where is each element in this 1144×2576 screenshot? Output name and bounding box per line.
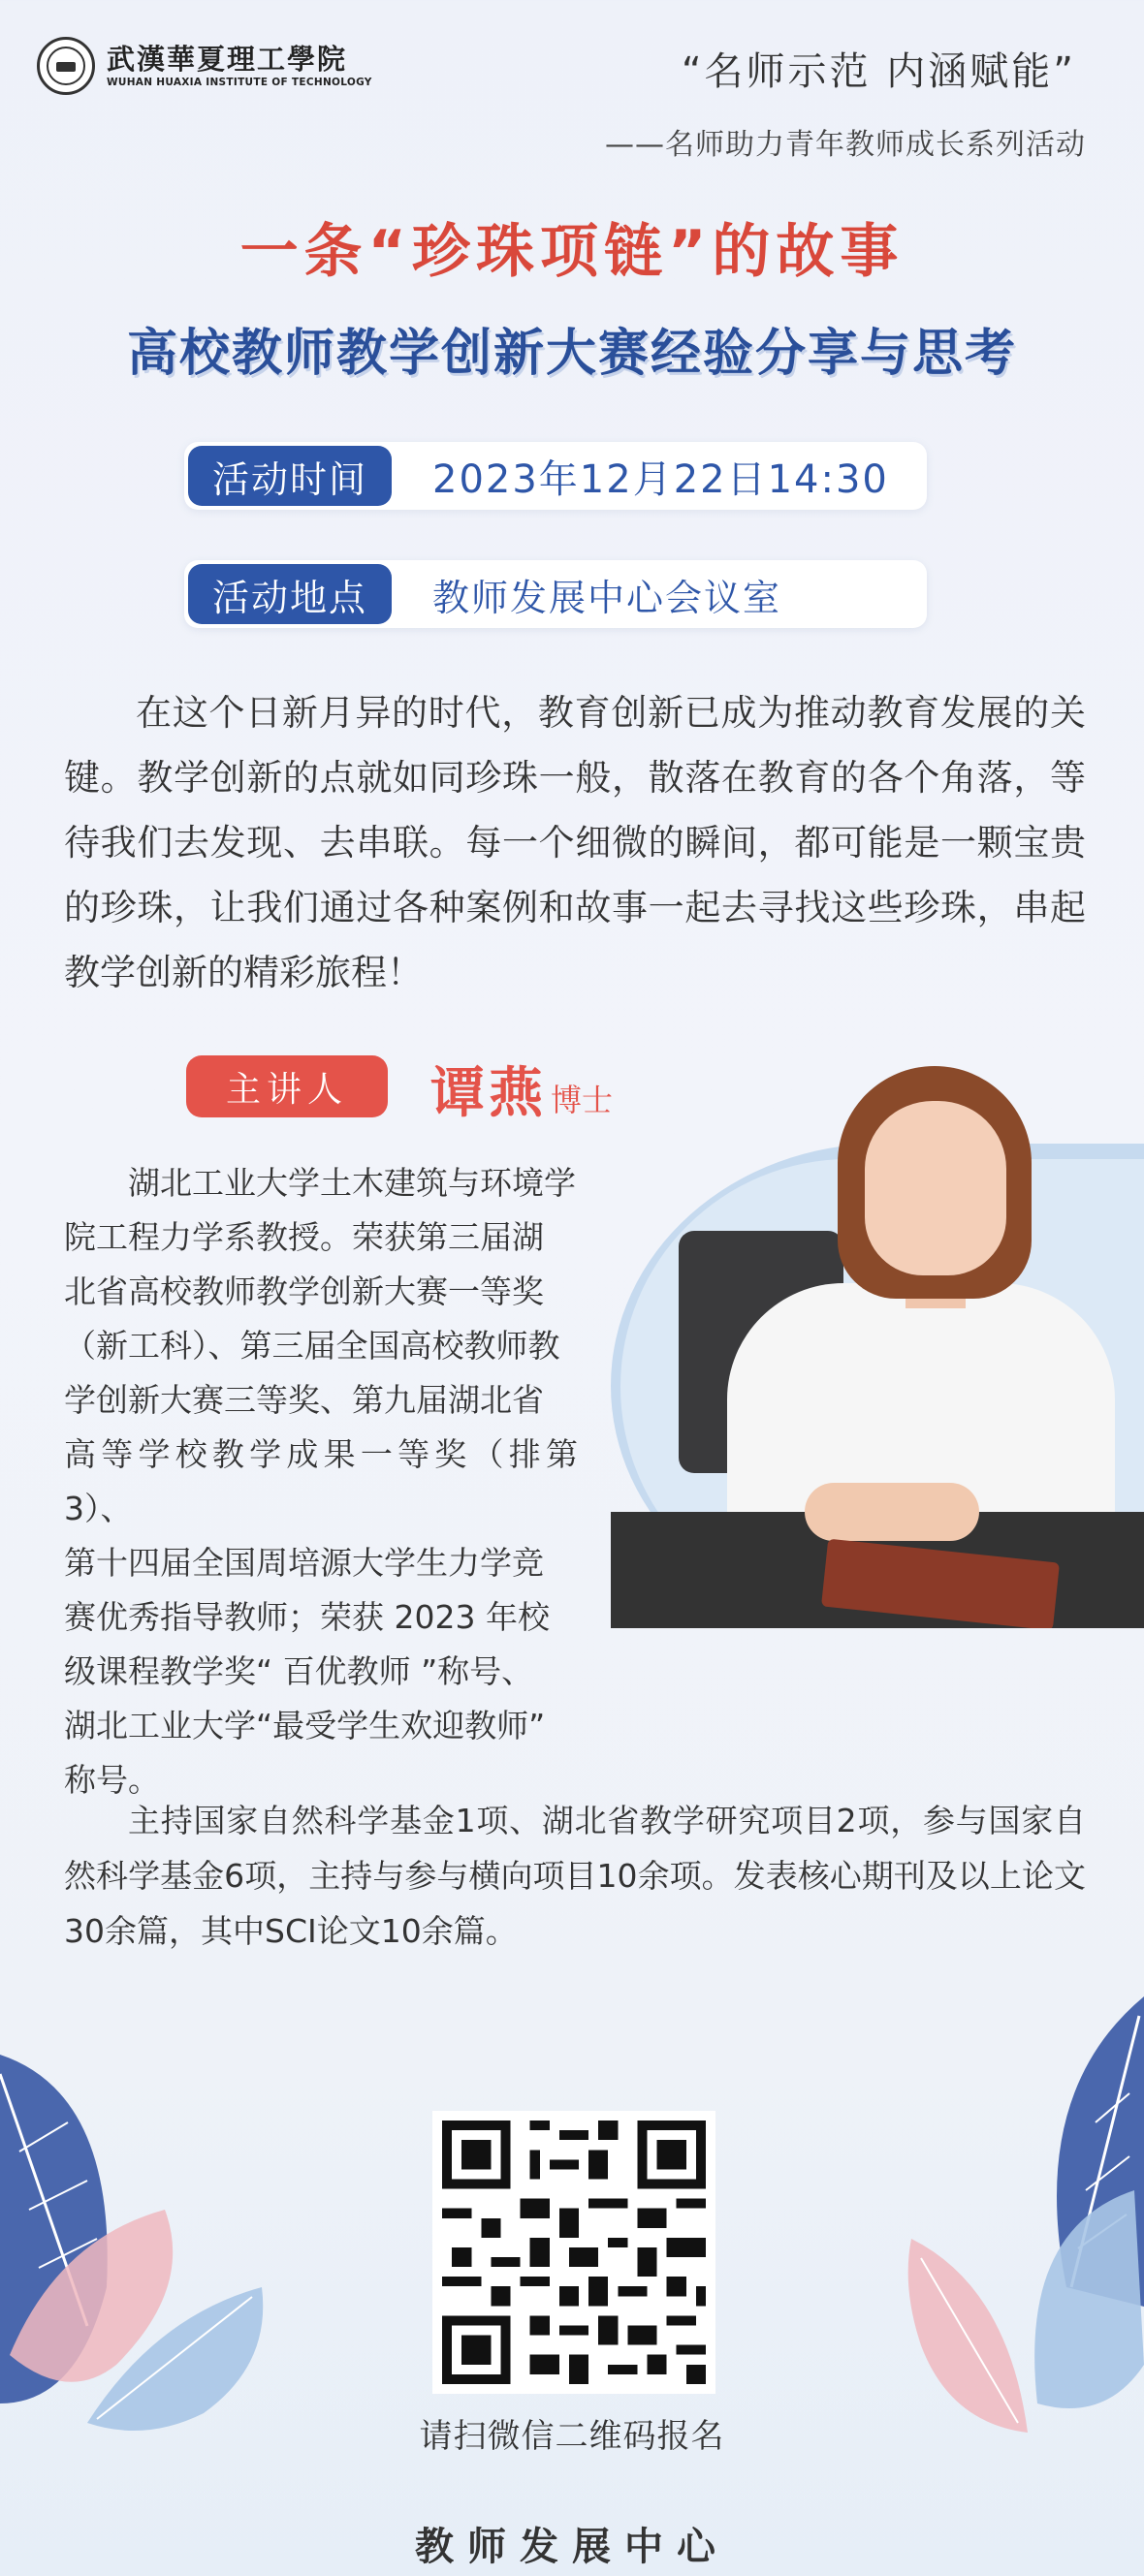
bio-line: 级课程教学奖“ 百优教师 ”称号、 — [64, 1652, 534, 1690]
bio-line: （新工科）、第三届全国高校教师教 — [64, 1327, 560, 1365]
time-value: 2023年12月22日14:30 — [432, 456, 889, 502]
intro-text: 在这个日新月异的时代，教育创新已成为推动教育发展的关键。教学创新的点就如同珍珠一般，散落在教育的各个角落，等待我们去发现、去串联。每一个细微的瞬间，都可能是一颗宝贵的珍珠，让我们通过各种案例和故事一起去寻找这些珍珠，串起教学创新的精彩旅程！ — [64, 692, 1086, 993]
bio-line: 高等学校教学成果一等奖（排第3）、 — [64, 1435, 578, 1527]
research-text: 主持国家自然科学基金1项、湖北省教学研究项目2项，参与国家自然科学基金6项，主持与参与横向项目10余项。发表核心期刊及以上论文30余篇，其中SCI论文10余篇。 — [64, 1802, 1086, 1950]
bio-line: 称号。 — [64, 1761, 160, 1799]
place-value: 教师发展中心会议室 — [432, 576, 782, 619]
speaker-research — [64, 1793, 1086, 1959]
speaker-photo — [611, 1066, 1144, 1628]
footer-organizer: 教师发展中心 — [415, 2525, 729, 2569]
qr-code-icon[interactable] — [432, 2111, 715, 2394]
leaf-left-decoration — [0, 2035, 291, 2442]
main-title: 一条“珍珠项链”的故事 — [239, 218, 905, 286]
school-logo — [37, 37, 372, 95]
leaf-right-decoration — [873, 1977, 1144, 2462]
school-seal-icon — [37, 37, 95, 95]
bio-line: 北省高校教师教学创新大赛一等奖 — [64, 1272, 544, 1310]
bio-line: 赛优秀指导教师；荣获 2023 年校 — [64, 1598, 550, 1636]
bio-line: 院工程力学系教授。荣获第三届湖 — [64, 1218, 544, 1256]
bio-line: 湖北工业大学土木建筑与环境学 — [128, 1164, 576, 1202]
school-name-cn: 武漢華夏理工學院 — [107, 43, 348, 76]
school-name-en: WUHAN HUAXIA INSTITUTE OF TECHNOLOGY — [107, 77, 372, 88]
series-subtitle: ——名师助力青年教师成长系列活动 — [605, 128, 1086, 162]
time-label: 活动时间 — [188, 446, 392, 506]
bio-line: 学创新大赛三等奖、第九届湖北省 — [64, 1381, 544, 1419]
speaker-degree: 博士 — [551, 1082, 614, 1118]
intro-paragraph — [64, 680, 1086, 1005]
speaker-bio — [64, 1156, 578, 1807]
bio-line: 第十四届全国周培源大学生力学竞 — [64, 1544, 544, 1582]
slogan: “名师示范 内涵赋能” — [681, 49, 1076, 94]
bio-line: 湖北工业大学“最受学生欢迎教师” — [64, 1707, 546, 1744]
sub-title: 高校教师教学创新大赛经验分享与思考 — [126, 325, 1017, 383]
speaker-name: 谭燕 — [430, 1062, 547, 1125]
place-row — [184, 560, 927, 628]
place-label: 活动地点 — [188, 564, 392, 624]
speaker-label: 主讲人 — [186, 1055, 388, 1117]
qr-caption: 请扫微信二维码报名 — [419, 2417, 725, 2456]
time-row — [184, 442, 927, 510]
